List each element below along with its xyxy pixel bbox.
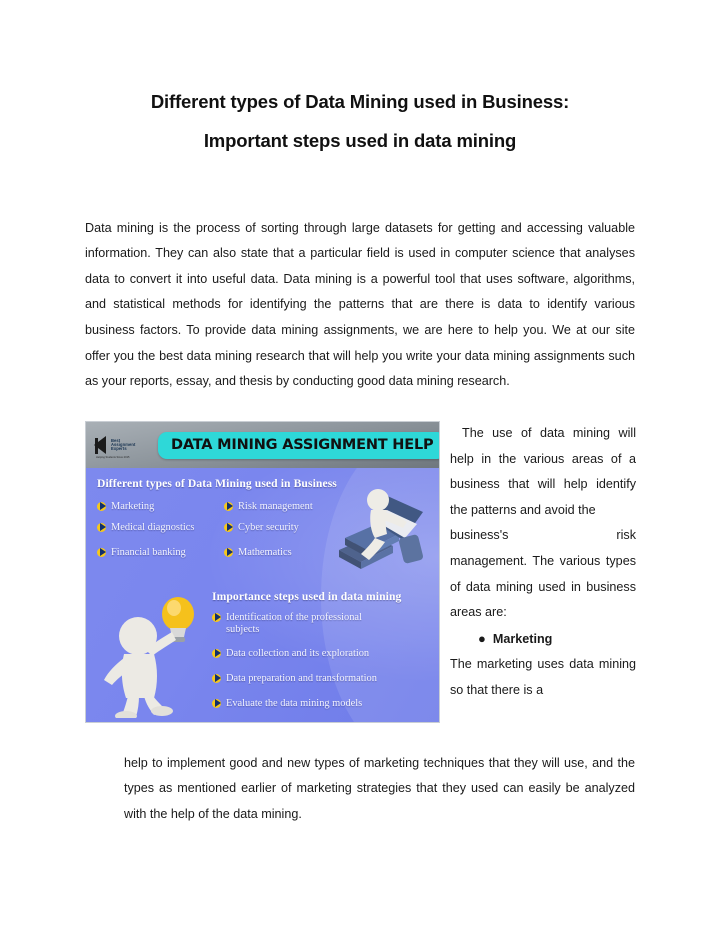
logo-line-2: Assignment bbox=[111, 441, 136, 447]
brand-logo bbox=[94, 430, 148, 460]
infographic-list-item bbox=[97, 501, 154, 513]
person-with-laptop-illustration bbox=[331, 476, 435, 580]
logo-triangle-icon bbox=[94, 436, 109, 455]
person-with-lightbulb-illustration bbox=[100, 590, 208, 718]
logo-tagline: Helping Students Since 2015 bbox=[96, 456, 130, 459]
arrow-bullet-icon bbox=[212, 613, 221, 622]
infographic-step-label: Data preparation and transformation bbox=[226, 673, 377, 684]
infographic-step-item bbox=[212, 612, 392, 636]
infographic-image bbox=[85, 421, 440, 723]
tail-paragraph: help to implement good and new types of marketing techniques that they will use, and the types as mentioned earlier of marketing strategies that they used can easily be analyzed with the help of the data mining. bbox=[124, 755, 635, 821]
logo-line-1: Best bbox=[111, 437, 121, 443]
marketing-bullet bbox=[450, 626, 636, 653]
side-column bbox=[450, 421, 636, 704]
infographic-step-item bbox=[212, 648, 369, 660]
infographic-list-item bbox=[224, 547, 292, 559]
infographic-item-label: Financial banking bbox=[111, 547, 186, 558]
arrow-bullet-icon bbox=[224, 548, 233, 557]
side-paragraph-1: The use of data mining will help in the various areas of a business that will help identify the patterns and avoid the bbox=[450, 426, 636, 517]
infographic-section-1-heading: Different types of Data Mining used in Business bbox=[97, 477, 337, 490]
side-paragraph-1-overflow-line bbox=[450, 523, 636, 549]
side-paragraph-2: management. The various types of data mining used in business areas are: bbox=[450, 553, 636, 620]
infographic-banner-title: DATA MINING ASSIGNMENT HELP bbox=[158, 432, 440, 459]
title-line-2: Important steps used in data mining bbox=[203, 130, 517, 151]
infographic-item-label: Mathematics bbox=[238, 547, 292, 558]
arrow-bullet-icon bbox=[224, 523, 233, 532]
intro-paragraph: Data mining is the process of sorting through large datasets for getting and accessing valuable information. They can also state that a particular field is used in computer science that analyses data to convert it into useful data. Data mining is a powerful tool that uses software, algorithms, and statistical methods for identifying the patterns that are there is data to identify various business factors. To provide data mining assignments, we are here to help you. We at our site offer you the best data mining research that will help you write your data mining assignments such as your reports, essay, and thesis by conducting good data mining research. bbox=[85, 220, 635, 389]
side-paragraph-3: The marketing uses data mining so that there is a bbox=[450, 657, 636, 697]
infographic-item-label: Cyber security bbox=[238, 522, 299, 533]
marketing-bullet-label: Marketing bbox=[492, 631, 553, 646]
infographic-item-label: Marketing bbox=[111, 501, 155, 512]
side-line-word-right: risk bbox=[616, 528, 636, 543]
infographic-step-label: Evaluate the data mining models bbox=[226, 698, 363, 709]
arrow-bullet-icon bbox=[97, 502, 106, 511]
side-line-word-left: business's bbox=[450, 528, 509, 543]
infographic-item-label: Medical diagnostics bbox=[111, 522, 195, 533]
infographic-list-item bbox=[224, 522, 299, 534]
infographic-step-label: Identification of the professional subjects bbox=[226, 612, 362, 635]
infographic-header-bar bbox=[86, 422, 439, 468]
infographic-list-item bbox=[224, 501, 313, 513]
title-line-1: Different types of Data Mining used in Business: bbox=[150, 91, 570, 112]
arrow-bullet-icon bbox=[224, 502, 233, 511]
infographic-list-item bbox=[97, 522, 194, 534]
infographic-list-item bbox=[97, 547, 186, 559]
arrow-bullet-icon bbox=[97, 548, 106, 557]
infographic-body bbox=[86, 468, 439, 722]
infographic-item-label: Risk management bbox=[238, 501, 313, 512]
infographic-step-item bbox=[212, 698, 362, 710]
arrow-bullet-icon bbox=[212, 649, 221, 658]
arrow-bullet-icon bbox=[212, 699, 221, 708]
arrow-bullet-icon bbox=[212, 674, 221, 683]
arrow-bullet-icon bbox=[97, 523, 106, 532]
logo-wordmark bbox=[111, 439, 135, 452]
logo-line-3: Experts bbox=[111, 446, 127, 452]
infographic-step-label: Data collection and its exploration bbox=[226, 648, 370, 659]
infographic-step-item bbox=[212, 673, 377, 685]
infographic-section-2-heading: Importance steps used in data mining bbox=[212, 590, 402, 603]
page-title bbox=[85, 82, 635, 160]
bullet-dot-icon: ● bbox=[478, 630, 486, 646]
